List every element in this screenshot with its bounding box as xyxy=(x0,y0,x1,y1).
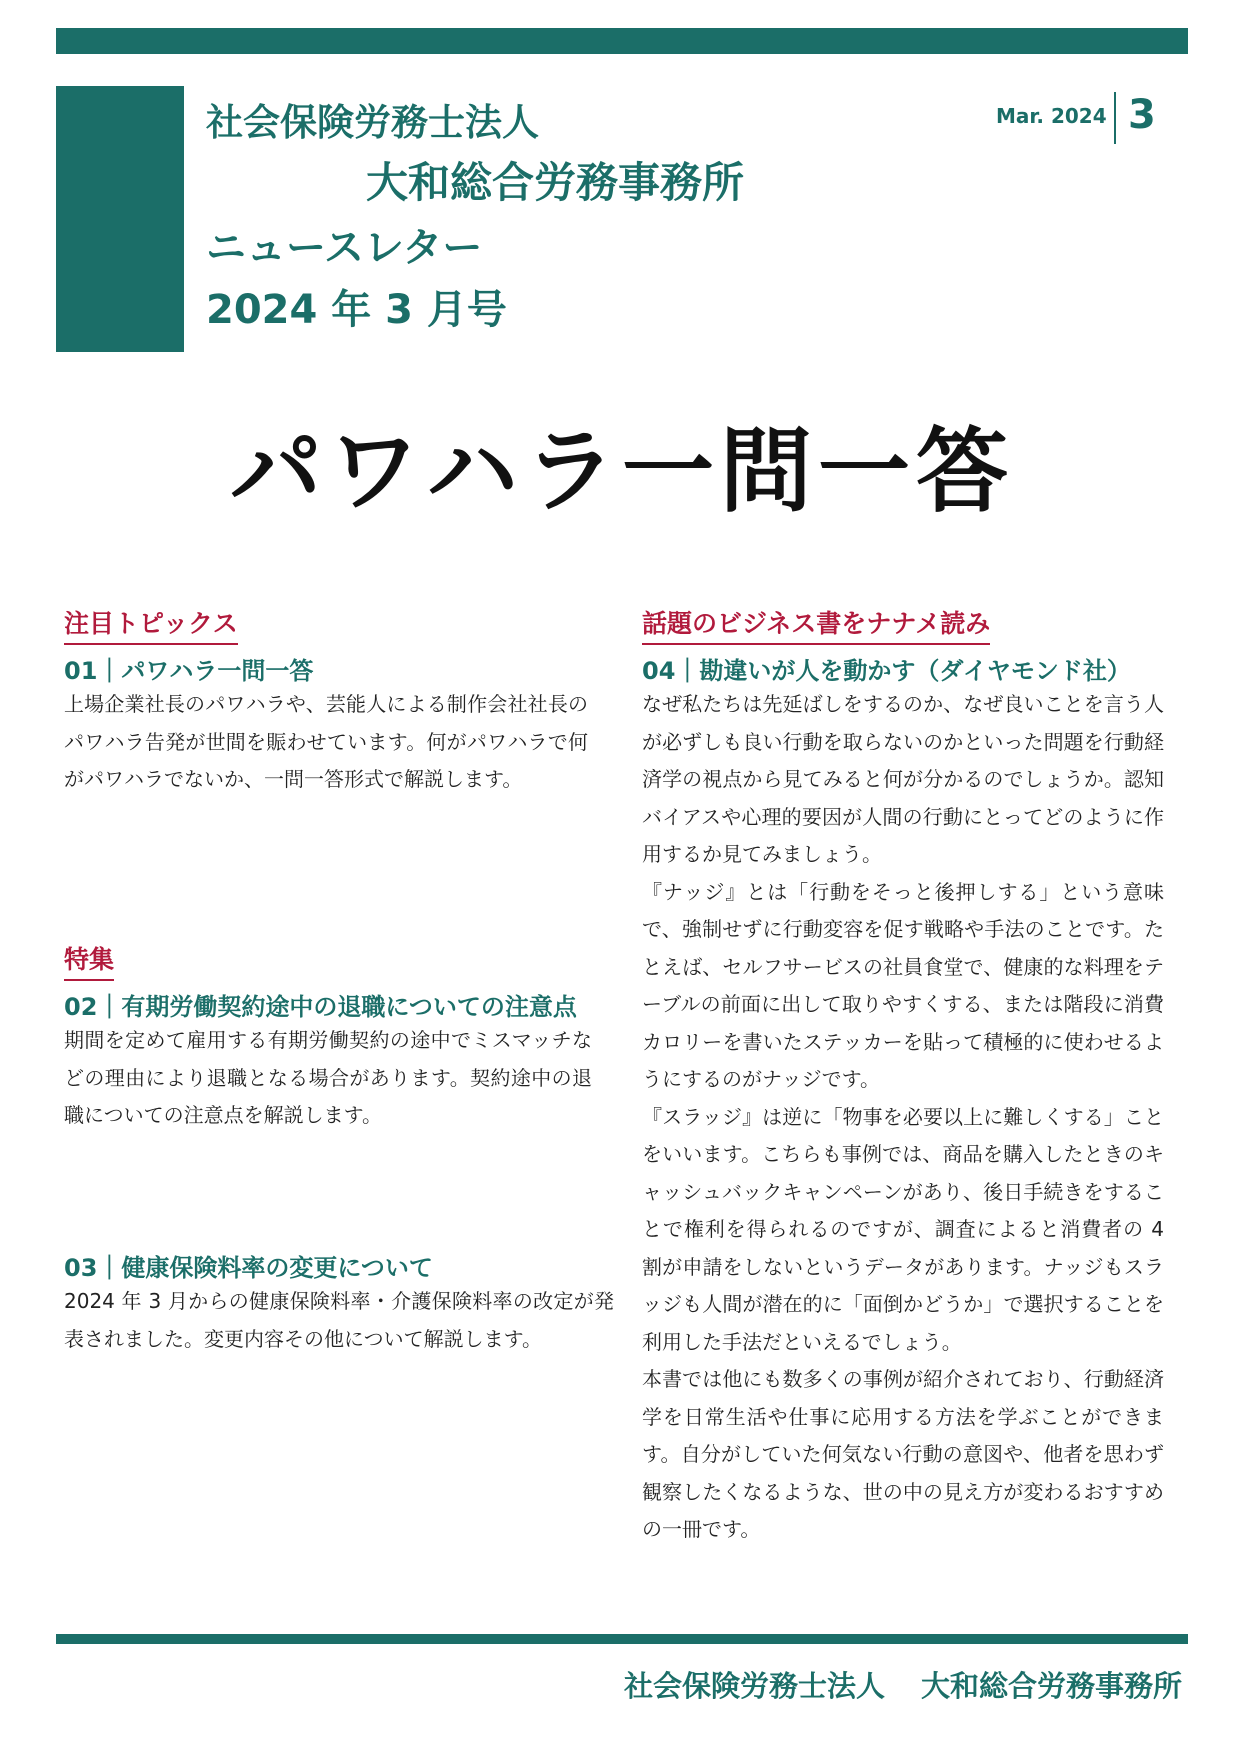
topic-body: 期間を定めて雇用する有期労働契約の途中でミスマッチなどの理由により退職となる場合があります。契約途中の退職についての注意点を解説します。 xyxy=(64,1028,592,1127)
top-rule xyxy=(56,28,1188,54)
topic-title: 01｜パワハラ一問一答 xyxy=(64,657,314,685)
review-paragraph: 『スラッジ』は逆に「物事を必要以上に難しくする」ことをいいます。こちらも事例では、商品を購入したときのキャッシュバックキャンペーンがあり、後日手続きをすることで権利を得られるのですが、調査によると消費者の 4 割が申請をしないというデータがあります。ナッジもスラッジも人間が潜在的に「面倒かどうか」で選択することを利用した手法だといえるでしょう。 xyxy=(642,1104,1164,1354)
topic-body: 2024 年 3 月からの健康保険料率・介護保険料率の改定が発表されました。変更内容その他について解説します。 xyxy=(64,1289,614,1351)
issue-number: 3 xyxy=(1128,92,1156,138)
page-headline: パワハラ一問一答 xyxy=(229,418,1014,525)
newsletter-title: ニュースレター xyxy=(206,225,483,271)
topic-title: 02｜有期労働契約途中の退職についての注意点 xyxy=(64,993,577,1021)
issue-date: Mar. 2024 xyxy=(996,104,1107,128)
section-insurance xyxy=(64,1248,614,1358)
bottom-rule xyxy=(56,1634,1188,1644)
section-heading: 話題のビジネス書をナナメ読み xyxy=(642,604,990,645)
topic-title: 04｜勘違いが人を動かす（ダイヤモンド社） xyxy=(642,657,1131,685)
date-divider xyxy=(1114,92,1116,144)
review-paragraph: 本書では他にも数多くの事例が紹介されており、行動経済学を日常生活や仕事に応用する方法を学ぶことができます。自分がしていた何気ない行動の意図や、他者を思わず観察したくなるような、世の中の見え方が変わるおすすめの一冊です。 xyxy=(642,1367,1164,1541)
topic-title: 03｜健康保険料率の変更について xyxy=(64,1254,433,1282)
review-paragraph: 『ナッジ』とは「行動をそっと後押しする」という意味で、強制せずに行動変容を促す戦略や手法のことです。たとえば、セルフサービスの社員食堂で、健康的な料理をテーブルの前面に出して取りやすくする、または階段に消費カロリーを書いたステッカーを貼って積極的に使わせるようにするのがナッジです。 xyxy=(642,879,1164,1091)
issue-label: 2024 年 3 月号 xyxy=(206,287,507,333)
org-name-line2: 大和総合労務事務所 xyxy=(366,158,745,207)
org-name-line1: 社会保険労務士法人 xyxy=(206,101,539,144)
section-topics xyxy=(64,604,588,799)
section-heading: 特集 xyxy=(64,940,114,981)
review-paragraph: なぜ私たちは先延ばしをするのか、なぜ良いことを言う人が必ずしも良い行動を取らないのかといった問題を行動経済学の視点から見てみると何が分かるのでしょうか。認知バイアスや心理的要因が人間の行動にとってどのように作用するか見てみましょう。 xyxy=(642,692,1164,866)
header-accent-block xyxy=(56,86,184,352)
section-book-review xyxy=(642,604,1164,1549)
footer-org-line2: 大和総合労務事務所 xyxy=(920,1669,1182,1703)
footer-org-name xyxy=(624,1664,1182,1705)
topic-body: 上場企業社長のパワハラや、芸能人による制作会社社長のパワハラ告発が世間を賑わせています。何がパワハラで何がパワハラでないか、一問一答形式で解説します。 xyxy=(64,692,588,791)
section-feature xyxy=(64,940,592,1135)
section-heading: 注目トピックス xyxy=(64,604,238,645)
footer-org-line1: 社会保険労務士法人 xyxy=(623,1669,885,1703)
